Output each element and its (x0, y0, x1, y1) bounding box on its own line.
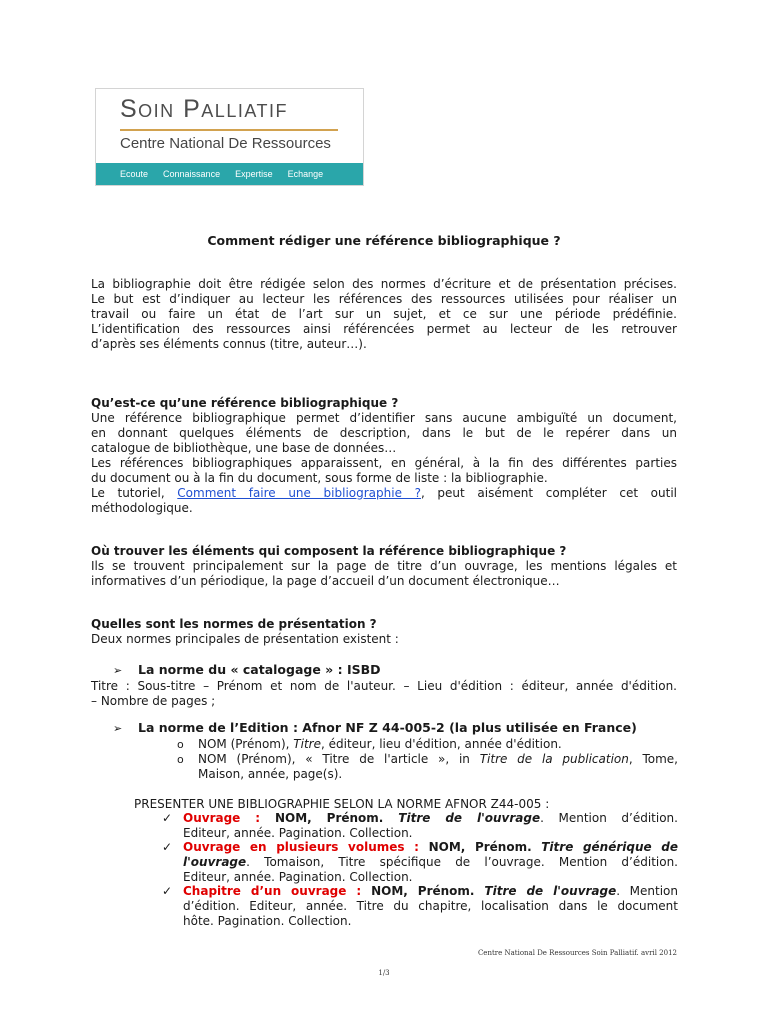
check-line: Editeur, année. Pagination. Collection. (183, 826, 413, 840)
check-text: NOM, Prénom. (418, 840, 542, 854)
check-line (183, 811, 678, 826)
check-text: Titre générique de (541, 840, 678, 854)
circle-bullet-icon: o (177, 753, 184, 766)
section-norms (91, 617, 677, 647)
norm-isbd-title (113, 662, 381, 677)
logo-band (96, 163, 363, 185)
footer-credit: Centre National De Ressources Soin Palliatif. avril 2012 (477, 949, 677, 957)
isbd-line: – Nombre de pages ; (91, 694, 216, 708)
check-text: NOM, Prénom. (260, 811, 399, 825)
logo-band-word: Expertise (235, 169, 273, 179)
check-line (183, 840, 678, 855)
tutorial-end: méthodologique. (91, 501, 193, 515)
logo-rule (120, 129, 338, 131)
section-heading: Où trouver les éléments qui composent la référence bibliographique ? (91, 544, 567, 558)
check-line (183, 884, 678, 899)
tutorial-line (91, 486, 677, 501)
present-intro: PRESENTER UNE BIBLIOGRAPHIE SELON LA NORME AFNOR Z44-005 : (134, 797, 550, 811)
norm-title-text: La norme de l’Edition : Afnor NF Z 44-005-2 (la plus utilisée en France) (138, 720, 637, 735)
afnor-text: NOM (Prénom), (198, 737, 294, 751)
circle-bullet-icon: o (177, 738, 184, 751)
section-heading: Quelles sont les normes de présentation ? (91, 617, 377, 631)
logo-band-word: Connaissance (163, 169, 221, 179)
intro-line: Le but est d’indiquer au lecteur les références des ressources utilisées pour réaliser un (91, 292, 677, 306)
norm-title-text: La norme du « catalogage » : ISBD (138, 662, 381, 677)
section-line: Les références bibliographiques apparaissent, en général, à la fin des différentes parties (91, 456, 677, 470)
check-item-chapitre (162, 884, 678, 929)
section-where (91, 544, 677, 589)
page-number: 1/3 (378, 969, 390, 977)
check-text: Titre de l'ouvrage (398, 811, 541, 825)
section-line: informatives d’un périodique, la page d’accueil d’un document électronique… (91, 574, 560, 588)
check-text: NOM, Prénom. (361, 884, 485, 898)
check-label: Chapitre d’un ouvrage : (183, 884, 362, 898)
check-line: Editeur, année. Pagination. Collection. (183, 870, 413, 884)
check-icon: ✓ (162, 884, 173, 898)
logo (95, 88, 364, 186)
section-line: catalogue de bibliothèque, une base de données… (91, 441, 397, 455)
intro-line: L’identification des ressources ainsi référencées permet au lecteur de les retrouver (91, 322, 677, 336)
check-text: . Mention (616, 884, 678, 898)
logo-band-word: Echange (287, 169, 324, 179)
tutorial-prefix: Le tutoriel, (91, 486, 165, 500)
check-line: hôte. Pagination. Collection. (183, 914, 352, 928)
check-line (183, 855, 678, 870)
afnor-text: Titre de la publication (479, 752, 629, 766)
section-line: Deux normes principales de présentation existent : (91, 632, 399, 646)
intro-line: d’après ses éléments connus (titre, auteur…). (91, 337, 367, 351)
check-icon: ✓ (162, 840, 173, 854)
check-text: l'ouvrage (183, 855, 247, 869)
norm-isbd-desc (91, 679, 677, 709)
tutorial-suffix: , peut aisément compléter cet outil (420, 486, 677, 500)
afnor-text: , Tome, (628, 752, 678, 766)
intro-line: La bibliographie doit être rédigée selon des normes d’écriture et de présentation précises. (91, 277, 677, 291)
check-label: Ouvrage : (183, 811, 261, 825)
isbd-line: Titre : Sous-titre – Prénom et nom de l'auteur. – Lieu d'édition : éditeur, année d'édition. (91, 679, 677, 693)
logo-subtitle: Centre National De Ressources (120, 135, 331, 152)
arrow-bullet-icon: ➢ (113, 722, 123, 735)
section-line: Ils se trouvent principalement sur la page de titre d’un ouvrage, les mentions légales et (91, 559, 677, 573)
check-item-volumes (162, 840, 678, 885)
document-title: Comment rédiger une référence bibliographique ? (207, 233, 561, 248)
afnor-text: Titre (293, 737, 321, 751)
norm-afnor-title (113, 720, 637, 735)
check-item-ouvrage (162, 811, 678, 841)
logo-band-word: Ecoute (120, 169, 149, 179)
section-line: du document ou à la fin du document, sous forme de liste : la bibliographie. (91, 471, 548, 485)
check-text: Titre de l'ouvrage (484, 884, 617, 898)
afnor-text: Maison, année, page(s). (198, 767, 343, 781)
check-text: . Mention d’édition. (540, 811, 678, 825)
section-definition (91, 396, 677, 516)
arrow-bullet-icon: ➢ (113, 664, 123, 677)
section-line: en donnant quelques éléments de description, dans le but de le repérer dans un (91, 426, 677, 440)
intro-paragraph (91, 277, 677, 352)
check-label: Ouvrage en plusieurs volumes : (183, 840, 419, 854)
afnor-text: NOM (Prénom), « Titre de l'article », in (198, 752, 480, 766)
afnor-item (177, 737, 678, 752)
check-text: . Tomaison, Titre spécifique de l’ouvrage. Mention d’édition. (246, 855, 678, 869)
check-line: d’édition. Editeur, année. Titre du chapitre, localisation dans le document (183, 899, 678, 913)
logo-title: Soin Palliatif (120, 95, 288, 123)
tutorial-link[interactable]: Comment faire une bibliographie ? (177, 486, 421, 500)
afnor-text: , éditeur, lieu d'édition, année d'édition. (320, 737, 562, 751)
intro-line: travail ou faire un état de l’art sur un sujet, et ce sur une période prédéfinie. (91, 307, 677, 321)
section-line: Une référence bibliographique permet d’identifier sans aucune ambiguïté un document, (91, 411, 677, 425)
check-icon: ✓ (162, 811, 173, 825)
afnor-item (177, 752, 678, 767)
afnor-item-cont (198, 767, 678, 782)
section-heading: Qu’est-ce qu’une référence bibliographique ? (91, 396, 399, 410)
